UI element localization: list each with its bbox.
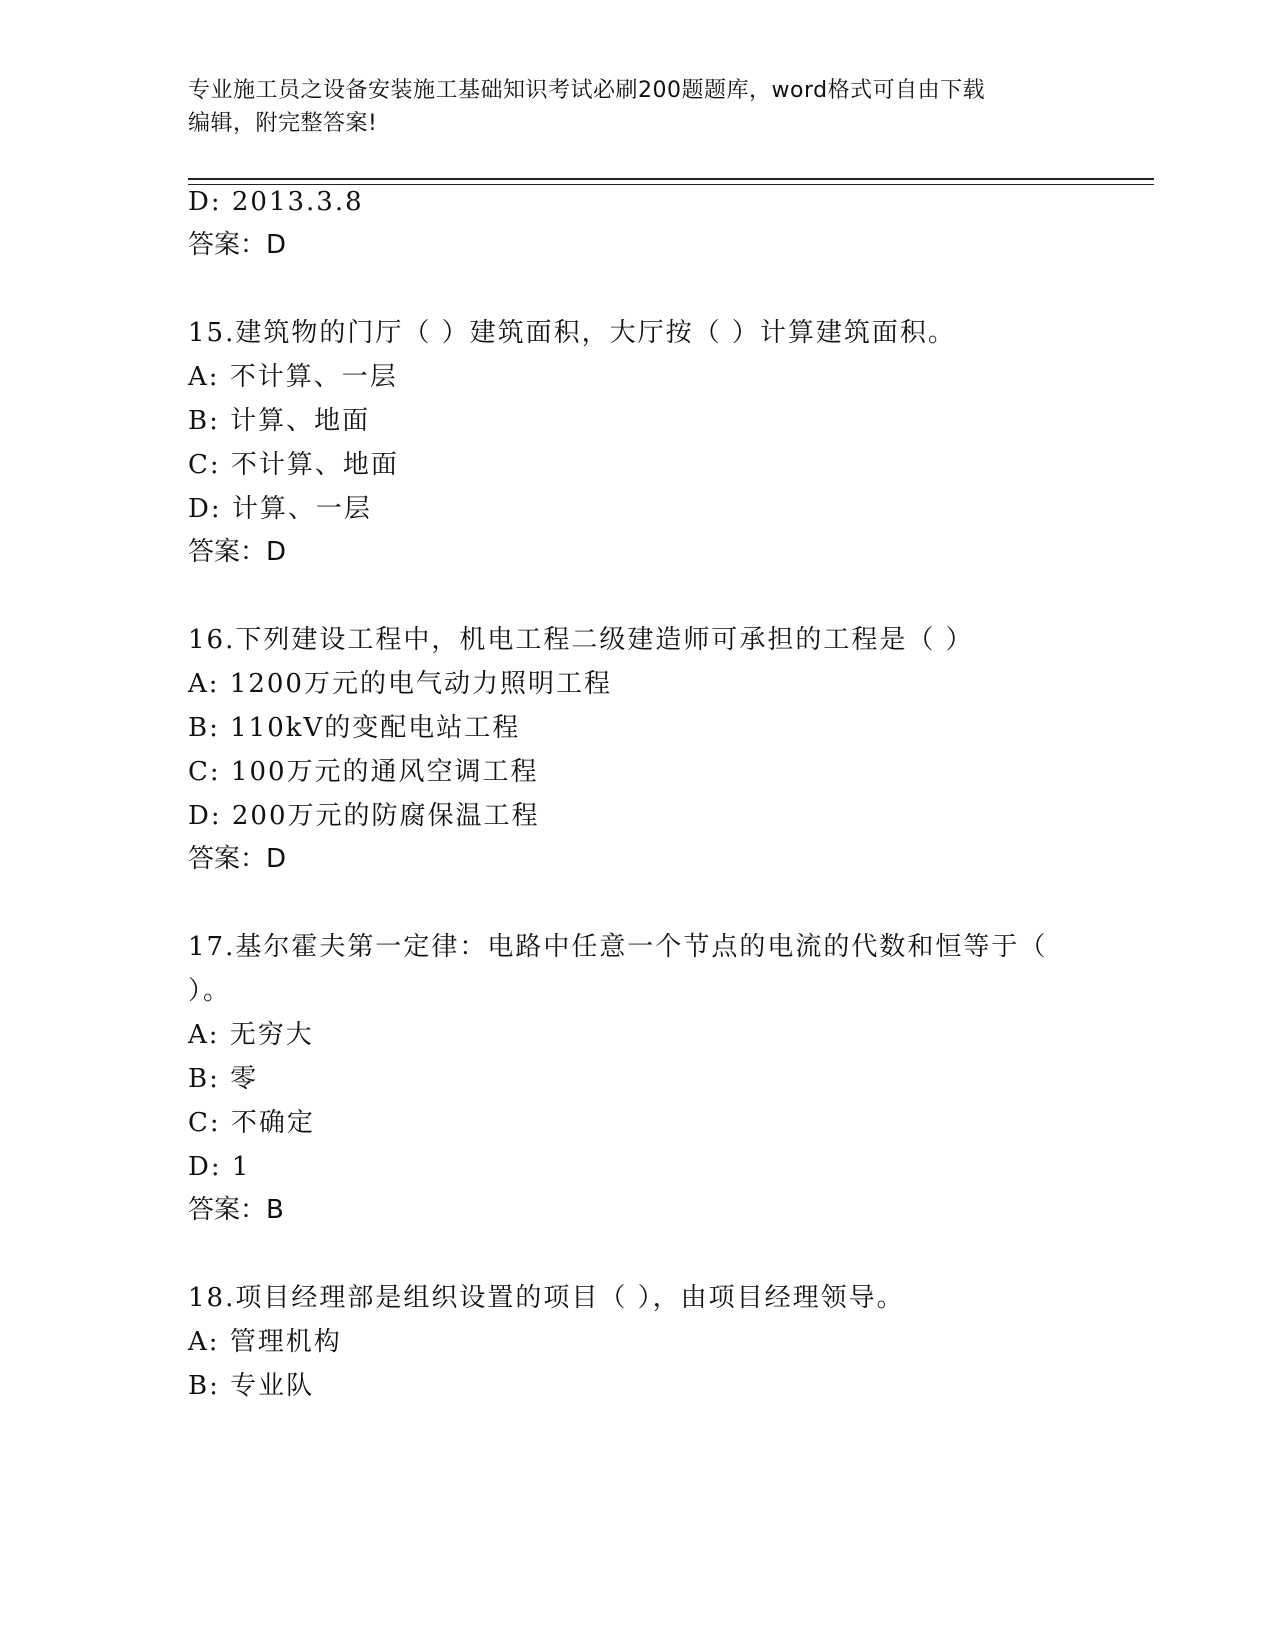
header-title-line2: 编辑，附完整答案! (188, 111, 378, 136)
q17-question-line2: ）。 (188, 976, 232, 1006)
q16-option-c: C: 100万元的通风空调工程 (188, 757, 539, 787)
q18-option-a: A: 管理机构 (188, 1327, 342, 1357)
header-divider-thick (188, 178, 1154, 180)
q15-option-a: A: 不计算、一层 (188, 362, 398, 392)
q15-option-c: C: 不计算、地面 (188, 450, 399, 480)
q15-question: 15.建筑物的门厅（ ）建筑面积，大厅按（ ）计算建筑面积。 (188, 318, 956, 348)
q14-answer: 答案：D (188, 230, 287, 260)
header-title-line1: 专业施工员之设备安装施工基础知识考试必刷200题题库，word格式可自由下载 (188, 78, 986, 103)
q17-option-b: B: 零 (188, 1064, 259, 1094)
q16-option-b: B: 110kV的变配电站工程 (188, 713, 521, 743)
q17-answer: 答案：B (188, 1195, 284, 1225)
q17-option-d: D: 1 (188, 1152, 251, 1182)
q16-answer: 答案：D (188, 844, 287, 874)
q18-question: 18.项目经理部是组织设置的项目（ ），由项目经理领导。 (188, 1283, 905, 1313)
q14-option-d: D: 2013.3.8 (188, 187, 364, 217)
q16-option-d: D: 200万元的防腐保温工程 (188, 801, 540, 831)
q17-option-c: C: 不确定 (188, 1108, 315, 1138)
q15-option-d: D: 计算、一层 (188, 494, 372, 524)
q15-answer: 答案：D (188, 537, 287, 567)
q17-question-line1: 17.基尔霍夫第一定律：电路中任意一个节点的电流的代数和恒等于（ (188, 932, 1048, 962)
header-divider-thin (188, 184, 1154, 185)
q18-option-b: B: 专业队 (188, 1371, 315, 1401)
q16-question: 16.下列建设工程中，机电工程二级建造师可承担的工程是（ ） (188, 625, 974, 655)
q17-option-a: A: 无穷大 (188, 1020, 314, 1050)
q15-option-b: B: 计算、地面 (188, 406, 371, 436)
page-header (188, 74, 1088, 140)
q16-option-a: A: 1200万元的电气动力照明工程 (188, 669, 612, 699)
